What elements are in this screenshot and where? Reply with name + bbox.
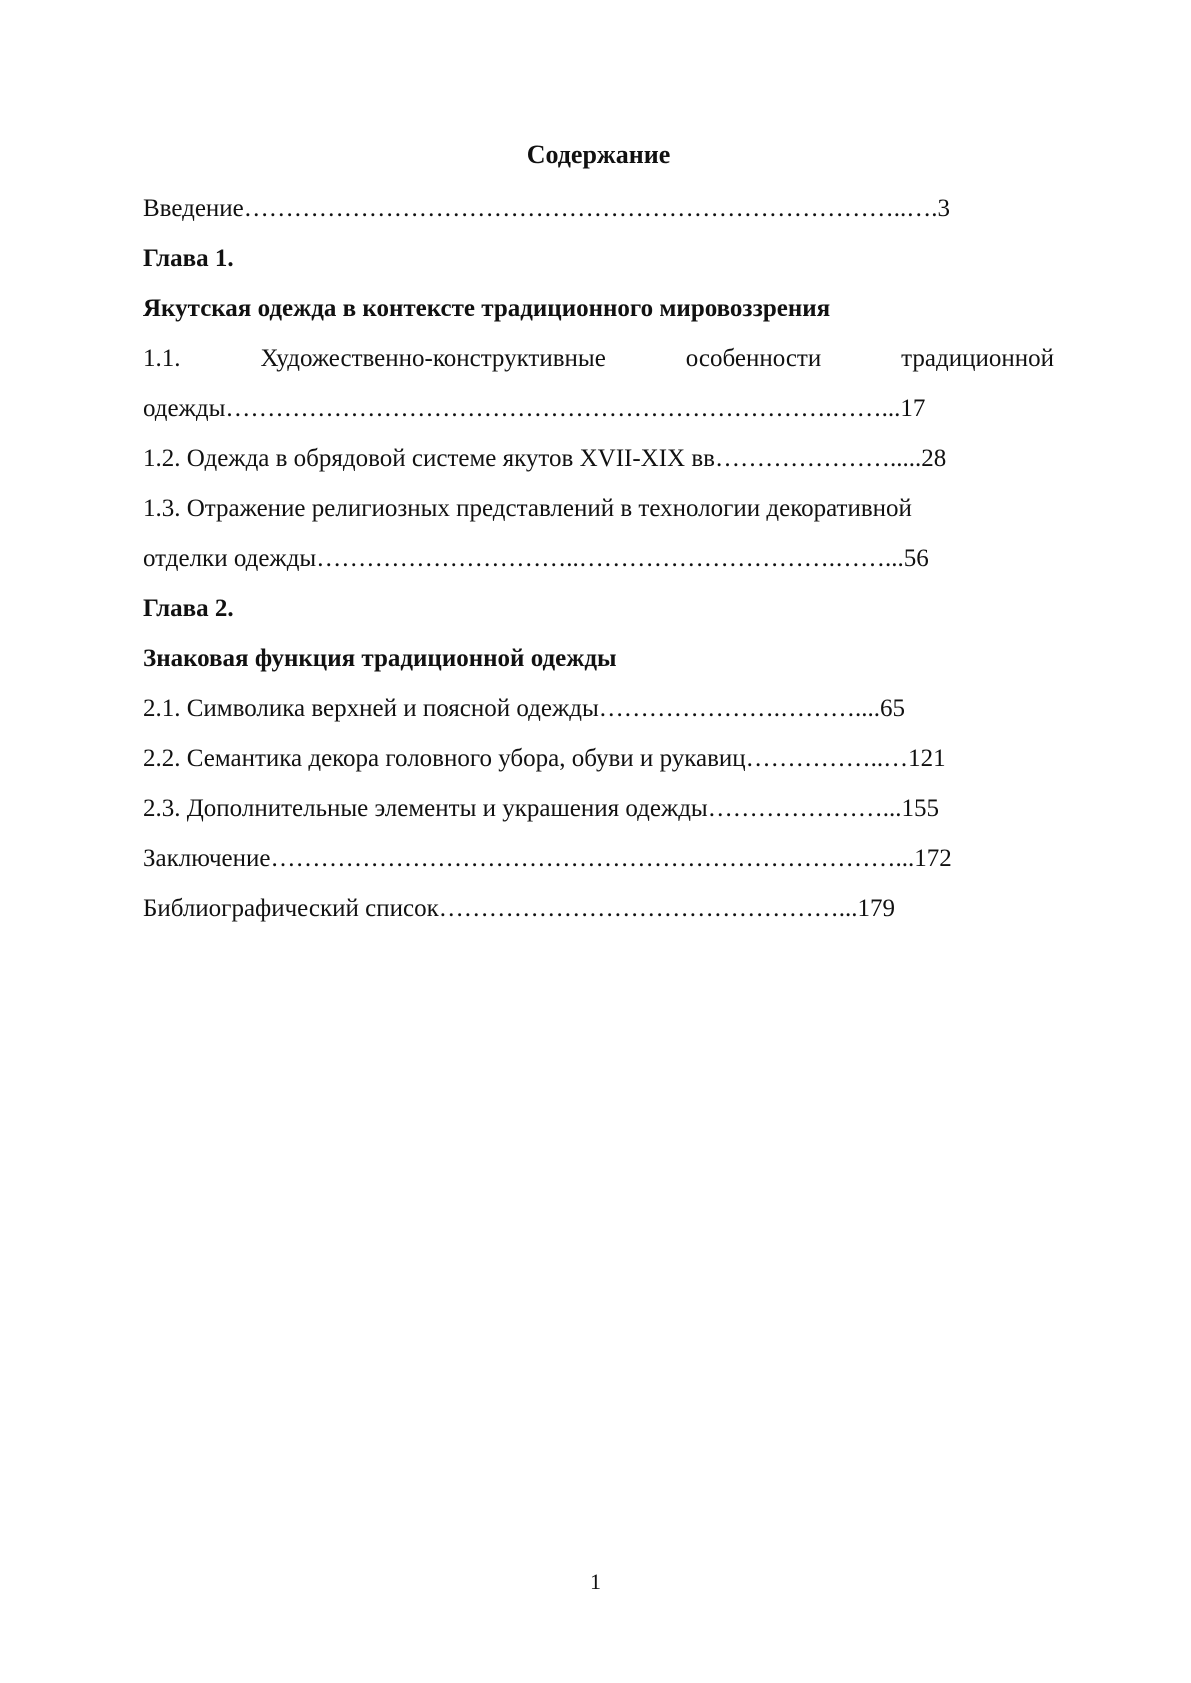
chapter-1-title: Якутская одежда в контексте традиционного мировоззрения [143,295,831,322]
toc-entry-2-3: 2.3. Дополнительные элементы и украшения одежды…………………...155 [143,795,939,822]
toc-entry-conclusion: Заключение…………………………………………………………………...172 [143,845,952,872]
toc-entry-intro: Введение……………………………………………………………………..….3 [143,195,951,222]
toc-entry-2-1: 2.1. Символика верхней и поясной одежды………………….………....65 [143,695,906,722]
chapter-2-label: Глава 2. [143,595,234,622]
toc-entry-1-1 [143,334,1054,384]
toc-entry-1-1-word-2: Художественно-конструктивные [260,345,606,372]
chapter-1-label: Глава 1. [143,245,234,272]
toc-entry-1-3-continuation: отделки одежды…………………………..………………………….……...56 [143,545,929,572]
toc-entry-bibliography: Библиографический список…………………………………………...179 [143,895,896,922]
toc-entry-1-1-word-1: 1.1. [143,345,181,372]
toc-entry-1-3: 1.3. Отражение религиозных представлений в технологии декоративной [143,495,912,522]
toc-entry-1-2: 1.2. Одежда в обрядовой системе якутов XVII-XIX вв………………….....28 [143,445,947,472]
toc-title: Содержание [526,140,671,169]
chapter-2-title: Знаковая функция традиционной одежды [143,645,617,672]
table-of-contents [143,138,1054,934]
toc-entry-2-2: 2.2. Семантика декора головного убора, обуви и рукавиц……………..…121 [143,745,946,772]
toc-entry-1-1-word-4: традиционной [901,345,1054,372]
toc-entry-1-1-continuation: одежды……………………………………………………………….……...17 [143,395,926,422]
toc-entry-1-1-word-3: особенности [685,345,822,372]
page-number: 1 [590,1569,601,1594]
